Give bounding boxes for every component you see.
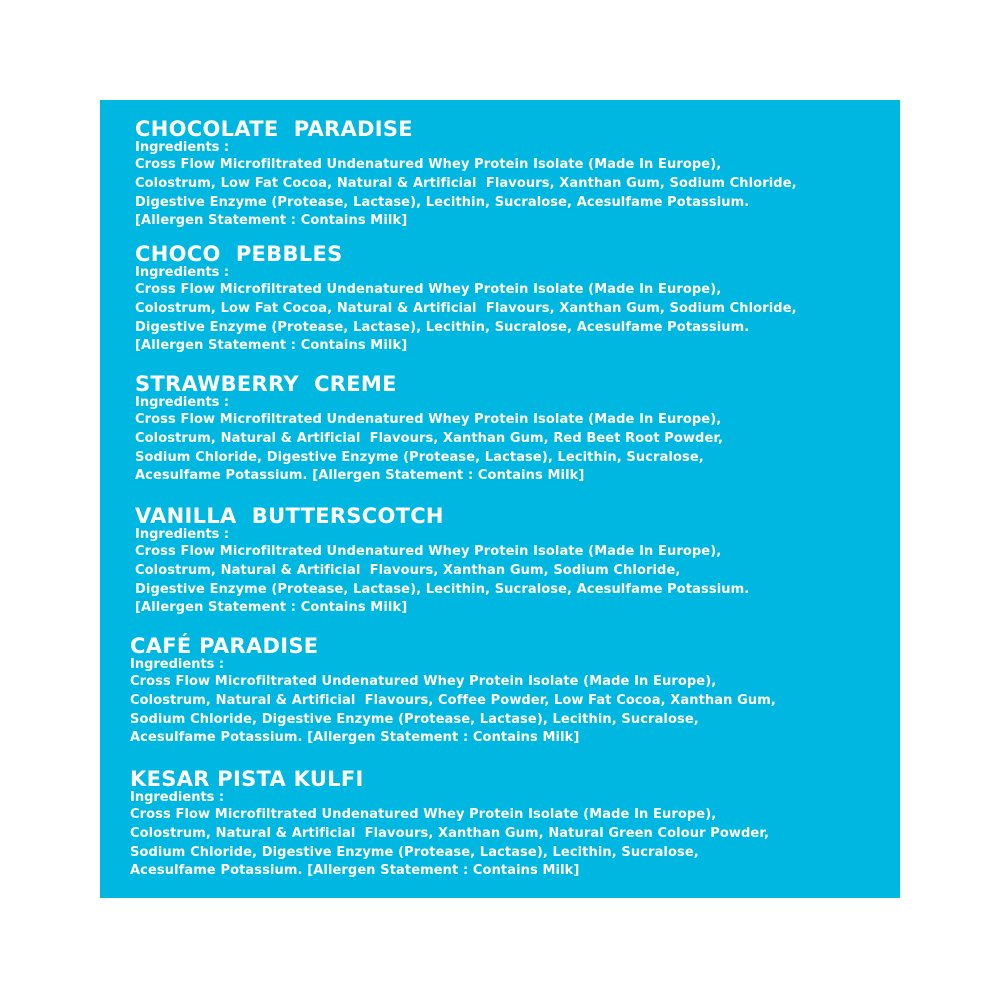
ingredient-line: Digestive Enzyme (Protease, Lactase), Lecithin, Sucralose, Acesulfame Potassium. <box>135 194 750 210</box>
ingredient-line: Colostrum, Natural & Artificial Flavours, Coffee Powder, Low Fat Cocoa, Xanthan Gum, <box>130 692 776 708</box>
flavour-section-kesar-pista-kulfi <box>130 766 769 881</box>
ingredient-line: Colostrum, Low Fat Cocoa, Natural & Artificial Flavours, Xanthan Gum, Sodium Chloride, <box>135 300 797 316</box>
ingredient-line: Sodium Chloride, Digestive Enzyme (Protease, Lactase), Lecithin, Sucralose, <box>135 449 704 465</box>
flavour-title: STRAWBERRY CREME <box>135 372 397 396</box>
ingredient-line: Acesulfame Potassium. [Allergen Statement : Contains Milk] <box>130 863 580 879</box>
ingredient-line: [Allergen Statement : Contains Milk] <box>135 600 408 616</box>
ingredient-line: Cross Flow Microfiltrated Undenatured Whey Protein Isolate (Made In Europe), <box>130 807 717 822</box>
ingredient-line: Sodium Chloride, Digestive Enzyme (Protease, Lactase), Lecithin, Sucralose, <box>130 711 699 727</box>
flavour-section-choco-pebbles <box>135 241 797 356</box>
ingredients-label: Ingredients : <box>130 790 225 805</box>
flavour-section-cafe-paradise <box>130 633 776 748</box>
flavour-title: CHOCOLATE PARADISE <box>135 117 413 141</box>
ingredient-line: Cross Flow Microfiltrated Undenatured Whey Protein Isolate (Made In Europe), <box>130 674 717 689</box>
ingredient-line: Colostrum, Natural & Artificial Flavours, Xanthan Gum, Sodium Chloride, <box>135 562 681 578</box>
ingredient-line: Acesulfame Potassium. [Allergen Statement : Contains Milk] <box>135 468 585 484</box>
ingredient-line: Digestive Enzyme (Protease, Lactase), Lecithin, Sucralose, Acesulfame Potassium. <box>135 319 750 335</box>
ingredient-line: [Allergen Statement : Contains Milk] <box>135 338 408 354</box>
ingredient-line: Cross Flow Microfiltrated Undenatured Whey Protein Isolate (Made In Europe), <box>135 412 722 427</box>
ingredients-label: Ingredients : <box>135 395 230 410</box>
ingredient-line: Sodium Chloride, Digestive Enzyme (Protease, Lactase), Lecithin, Sucralose, <box>130 844 699 860</box>
ingredient-line: Cross Flow Microfiltrated Undenatured Whey Protein Isolate (Made In Europe), <box>135 282 722 297</box>
ingredients-label: Ingredients : <box>135 140 230 155</box>
flavour-title: KESAR PISTA KULFI <box>130 767 364 791</box>
ingredient-line: Colostrum, Natural & Artificial Flavours, Xanthan Gum, Natural Green Colour Powder, <box>130 825 769 841</box>
flavour-title: CAFÉ PARADISE <box>130 634 319 658</box>
ingredients-label: Ingredients : <box>135 527 230 542</box>
flavour-section-chocolate-paradise <box>135 116 797 231</box>
ingredient-line: Digestive Enzyme (Protease, Lactase), Lecithin, Sucralose, Acesulfame Potassium. <box>135 581 750 597</box>
ingredient-line: [Allergen Statement : Contains Milk] <box>135 213 408 229</box>
ingredients-label: Ingredients : <box>130 657 225 672</box>
flavour-title: CHOCO PEBBLES <box>135 242 343 266</box>
ingredient-line: Cross Flow Microfiltrated Undenatured Whey Protein Isolate (Made In Europe), <box>135 544 722 559</box>
flavour-section-strawberry-creme <box>135 371 723 486</box>
flavour-title: VANILLA BUTTERSCOTCH <box>135 504 444 528</box>
ingredients-label: Ingredients : <box>135 265 230 280</box>
ingredients-panel <box>100 100 900 898</box>
ingredient-line: Colostrum, Natural & Artificial Flavours, Xanthan Gum, Red Beet Root Powder, <box>135 430 724 446</box>
flavour-section-vanilla-butterscotch <box>135 503 749 618</box>
ingredient-line: Acesulfame Potassium. [Allergen Statement : Contains Milk] <box>130 730 580 746</box>
ingredient-line: Cross Flow Microfiltrated Undenatured Whey Protein Isolate (Made In Europe), <box>135 157 722 172</box>
ingredient-line: Colostrum, Low Fat Cocoa, Natural & Artificial Flavours, Xanthan Gum, Sodium Chloride, <box>135 175 797 191</box>
